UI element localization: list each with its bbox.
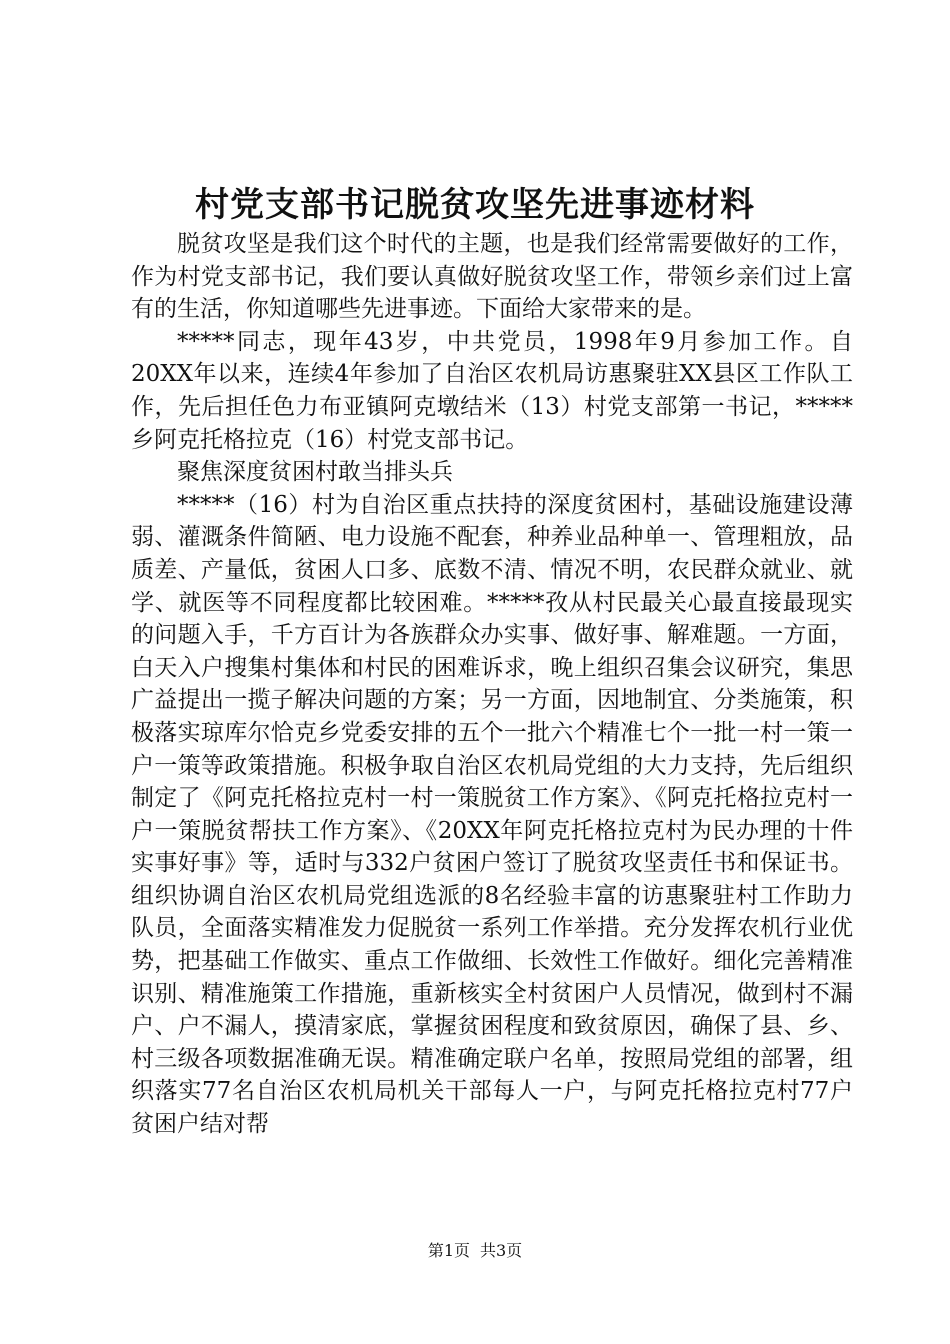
- document-body: [131, 228, 853, 1141]
- page-number: 第1页: [427, 1241, 470, 1260]
- paragraph-deeds: *****（16）村为自治区重点扶持的深度贫困村，基础设施建设薄弱、灌溉条件简陋、电力设施不配套，种养业品种单一、管理粗放，品质差、产量低，贫困人口多、底数不清、情况不明，农民群众就业、就学、就医等不同程度都比较困难。*****孜从村民最关心最直接最现实的问题入手，千方百计为各族群众办实事、做好事、解难题。一方面，白天入户搜集村集体和村民的困难诉求，晚上组织召集会议研究，集思广益提出一揽子解决问题的方案；另一方面，因地制宜、分类施策，积极落实琼库尔恰克乡党委安排的五个一批六个精准七个一批一村一策一户一策等政策措施。积极争取自治区农机局党组的大力支持，先后组织制定了《阿克托格拉克村一村一策脱贫工作方案》、《阿克托格拉克村一户一策脱贫帮扶工作方案》、《20XX年阿克托格拉克村为民办理的十件实事好事》等，适时与332户贫困户签订了脱贫攻坚责任书和保证书。组织协调自治区农机局党组选派的8名经验丰富的访惠聚驻村工作助力队员，全面落实精准发力促脱贫一系列工作举措。充分发挥农机行业优势，把基础工作做实、重点工作做细、长效性工作做好。细化完善精准识别、精准施策工作措施，重新核实全村贫困户人员情况，做到村不漏户、户不漏人，摸清家底，掌握贫困程度和致贫原因，确保了县、乡、村三级各项数据准确无误。精准确定联户名单，按照局党组的部署，组织落实77名自治区农机局机关干部每人一户，与阿克托格拉克村77户贫困户结对帮: [131, 491, 853, 1138]
- page-footer: [0, 1240, 950, 1262]
- document-title: 村党支部书记脱贫攻坚先进事迹材料: [195, 185, 755, 225]
- page-total: 共3页: [480, 1241, 523, 1260]
- paragraph-intro: 脱贫攻坚是我们这个时代的主题，也是我们经常需要做好的工作，作为村党支部书记，我们要认真做好脱贫攻坚工作，带领乡亲们过上富有的生活，你知道哪些先进事迹。下面给大家带来的是。: [131, 231, 853, 323]
- paragraph-profile: *****同志，现年43岁，中共党员，1998年9月参加工作。自20XX年以来，连续4年参加了自治区农机局访惠聚驻XX县区工作队工作，先后担任色力布亚镇阿克墩结米（13）村党支部第一书记，*****乡阿克托格拉克（16）村党支部书记。: [131, 328, 853, 453]
- section-heading: 聚焦深度贫困村敢当排头兵: [177, 459, 453, 486]
